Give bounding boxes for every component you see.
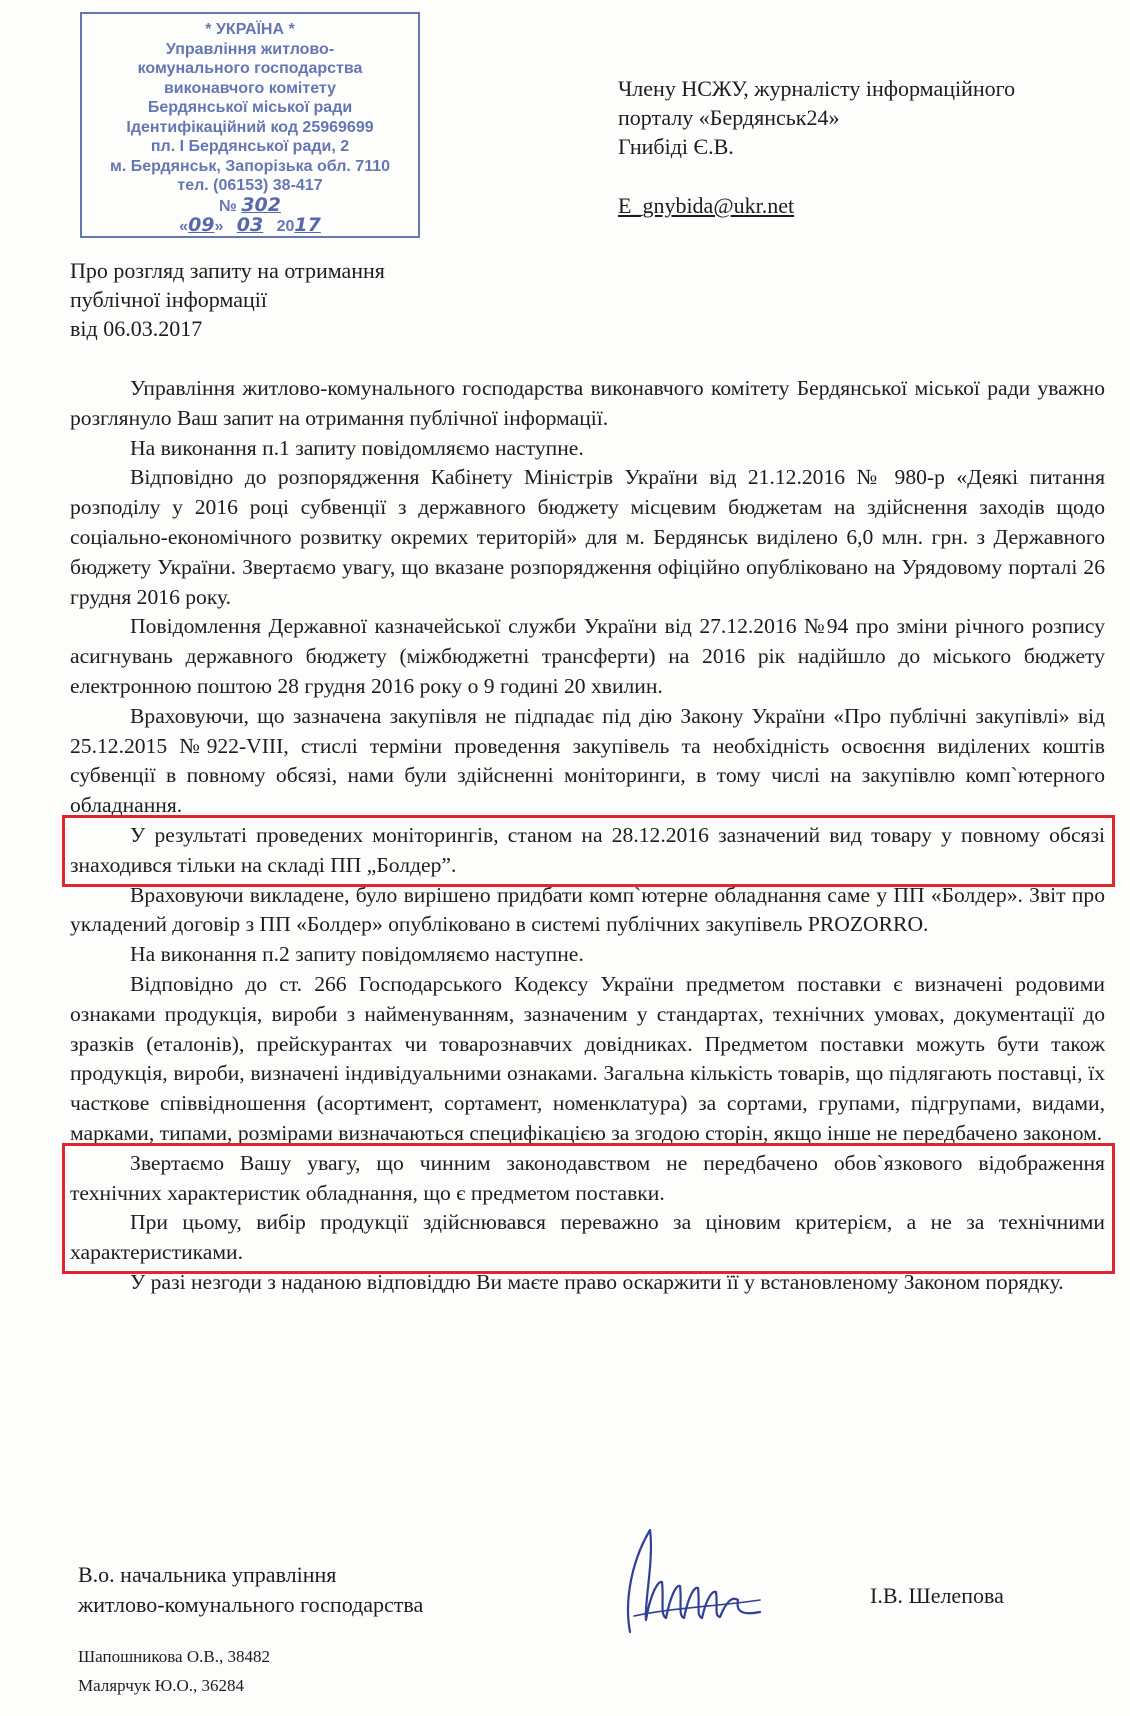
- body-paragraph-highlighted: При цьому, вибір продукції здійснювався переважно за ціновим критерієм, а не за технічними характеристиками.: [70, 1210, 1105, 1265]
- body-paragraph: Відповідно до ст. 266 Господарського Кодексу України предметом поставки є визначені родовими ознаками продукція, вироби з найменуванням, зазначеним у стандартах, технічних умовах, документації до зразків (еталонів), прейскурантах чи товарознавчих довідниках. Предметом поставки можуть бути також продукція, вироби, визначені індивідуальними ознаками. Загальна кількість товарів, що підлягають поставці, їх часткове співвідношення (асортимент, сортамент, номенклатура) за сортами, групами, підгрупами, видами, марками, типами, розмірами визначаються специфікацією за згодою сторін, якщо інше не передбачено законом.: [70, 971, 1105, 1145]
- body-paragraph: У разі незгоди з наданою відповіддю Ви маєте право оскаржити її у встановленому Законом порядку.: [130, 1269, 1064, 1294]
- body-paragraph: Управління житлово-комунального господарства виконавчого комітету Бердянської міської ради уважно розглянуло Ваш запит на отримання публічної інформації.: [70, 376, 1105, 430]
- signatory-title-line: В.о. начальника управління: [78, 1562, 337, 1587]
- stamp-line: виконавчого комітету: [163, 79, 337, 97]
- stamp-date-day: 09: [188, 214, 215, 236]
- stamp-date-row: [82, 216, 418, 237]
- stamp-date-open-quote: «: [179, 218, 189, 235]
- stamp-number-label: №: [219, 197, 237, 215]
- body-paragraph-highlighted: Звертаємо Вашу увагу, що чинним законодавством не передбачено обов`язкового відображення технічних характеристик обладнання, що є предметом поставки.: [70, 1150, 1105, 1205]
- stamp-date-month: 03: [236, 214, 264, 236]
- stamp-date-year-suffix: 17: [294, 214, 321, 236]
- stamp-line: пл. І Бердянської ради, 2: [150, 138, 350, 155]
- subject-line: Про розгляд запиту на отримання: [70, 258, 385, 283]
- addressee-line: Члену НСЖУ, журналісту інформаційного: [618, 76, 1016, 101]
- body-paragraph: На виконання п.1 запиту повідомляємо наступне.: [130, 435, 584, 460]
- body-paragraph: Відповідно до розпорядження Кабінету Міністрів України від 21.12.2016 № 980-р «Деякі питання розподілу у 2016 році субвенції з державного бюджету місцевим бюджетам на здійснення заходів щодо соціально-економічного розвитку окремих територій» для м. Бердянськ виділено 6,0 млн. грн. з Державного бюджету України. Звертаємо увагу, що вказане розпорядження офіційно опубліковано на Урядовому порталі 26 грудня 2016 року.: [70, 465, 1105, 609]
- signatory-title: [78, 1560, 423, 1620]
- stamp-line: Управління житлово-: [165, 40, 335, 58]
- stamp-number-value: 302: [241, 193, 281, 216]
- registration-stamp: [80, 12, 420, 238]
- stamp-line: Бердянської міської ради: [147, 99, 353, 116]
- addressee-line: Гнибіді Є.В.: [618, 134, 734, 159]
- executor-line: Шапошникова О.В., 38482: [78, 1647, 270, 1666]
- stamp-date-year-prefix: 20: [276, 218, 295, 235]
- body-paragraph-highlighted: У результаті проведених моніторингів, станом на 28.12.2016 зазначений вид товару у повному обсязі знаходився тільки на складі ПП „Болдер”.: [70, 822, 1105, 877]
- handwritten-signature: [610, 1520, 770, 1645]
- addressee-line: порталу «Бердянськ24»: [618, 105, 840, 130]
- executors-block: [78, 1642, 270, 1700]
- body-paragraph: Враховуючи викладене, було вирішено придбати комп`ютерне обладнання саме у ПП «Болдер». Звіт про укладений договір з ПП «Болдер» опубліковано в системі публічних закупівель PROZORRO.: [70, 882, 1105, 937]
- stamp-number-row: [82, 193, 418, 217]
- highlight-box: [62, 1143, 1115, 1274]
- letter-subject: [70, 256, 490, 343]
- executor-line: Малярчук Ю.О., 36284: [78, 1676, 244, 1695]
- signatory-title-line: житлово-комунального господарства: [78, 1592, 424, 1617]
- addressee-block: [618, 74, 1108, 220]
- highlight-box: [62, 815, 1115, 887]
- body-paragraph: Повідомлення Державної казначейської служби України від 27.12.2016 №94 про зміни річного розпису асигнувань державного бюджету (міжбюджетні трансферти) на 2016 рік надійшло до міського бюджету електронною поштою 28 грудня 2016 року о 9 годині 20 хвилин.: [70, 614, 1105, 698]
- signatory-name: І.В. Шелепова: [870, 1583, 1004, 1608]
- stamp-date-close-quote: »: [214, 218, 224, 235]
- stamp-country: * УКРАЇНА *: [205, 21, 295, 38]
- stamp-line: Ідентифікаційний код 25969699: [126, 118, 374, 136]
- subject-line: від 06.03.2017: [70, 316, 203, 341]
- addressee-email[interactable]: E_gnybida@ukr.net: [618, 193, 795, 218]
- body-paragraph: На виконання п.2 запиту повідомляємо наступне.: [130, 942, 584, 967]
- stamp-line: тел. (06153) 38-417: [177, 177, 323, 194]
- stamp-line: комунального господарства: [137, 60, 363, 77]
- subject-line: публічної інформації: [70, 287, 268, 312]
- stamp-line: м. Бердянськ, Запорізька обл. 7110: [109, 157, 391, 175]
- body-paragraph: Враховуючи, що зазначена закупівля не підпадає під дію Закону України «Про публічні закупівлі» від 25.12.2015 №922-VIII, стислі терміни проведення закупівель та необхідність освоєння виділених коштів субвенції в повному обсязі, нами були здійсненні моніторинги, в тому числі на закупівлю комп`ютерного обладнання.: [70, 703, 1105, 818]
